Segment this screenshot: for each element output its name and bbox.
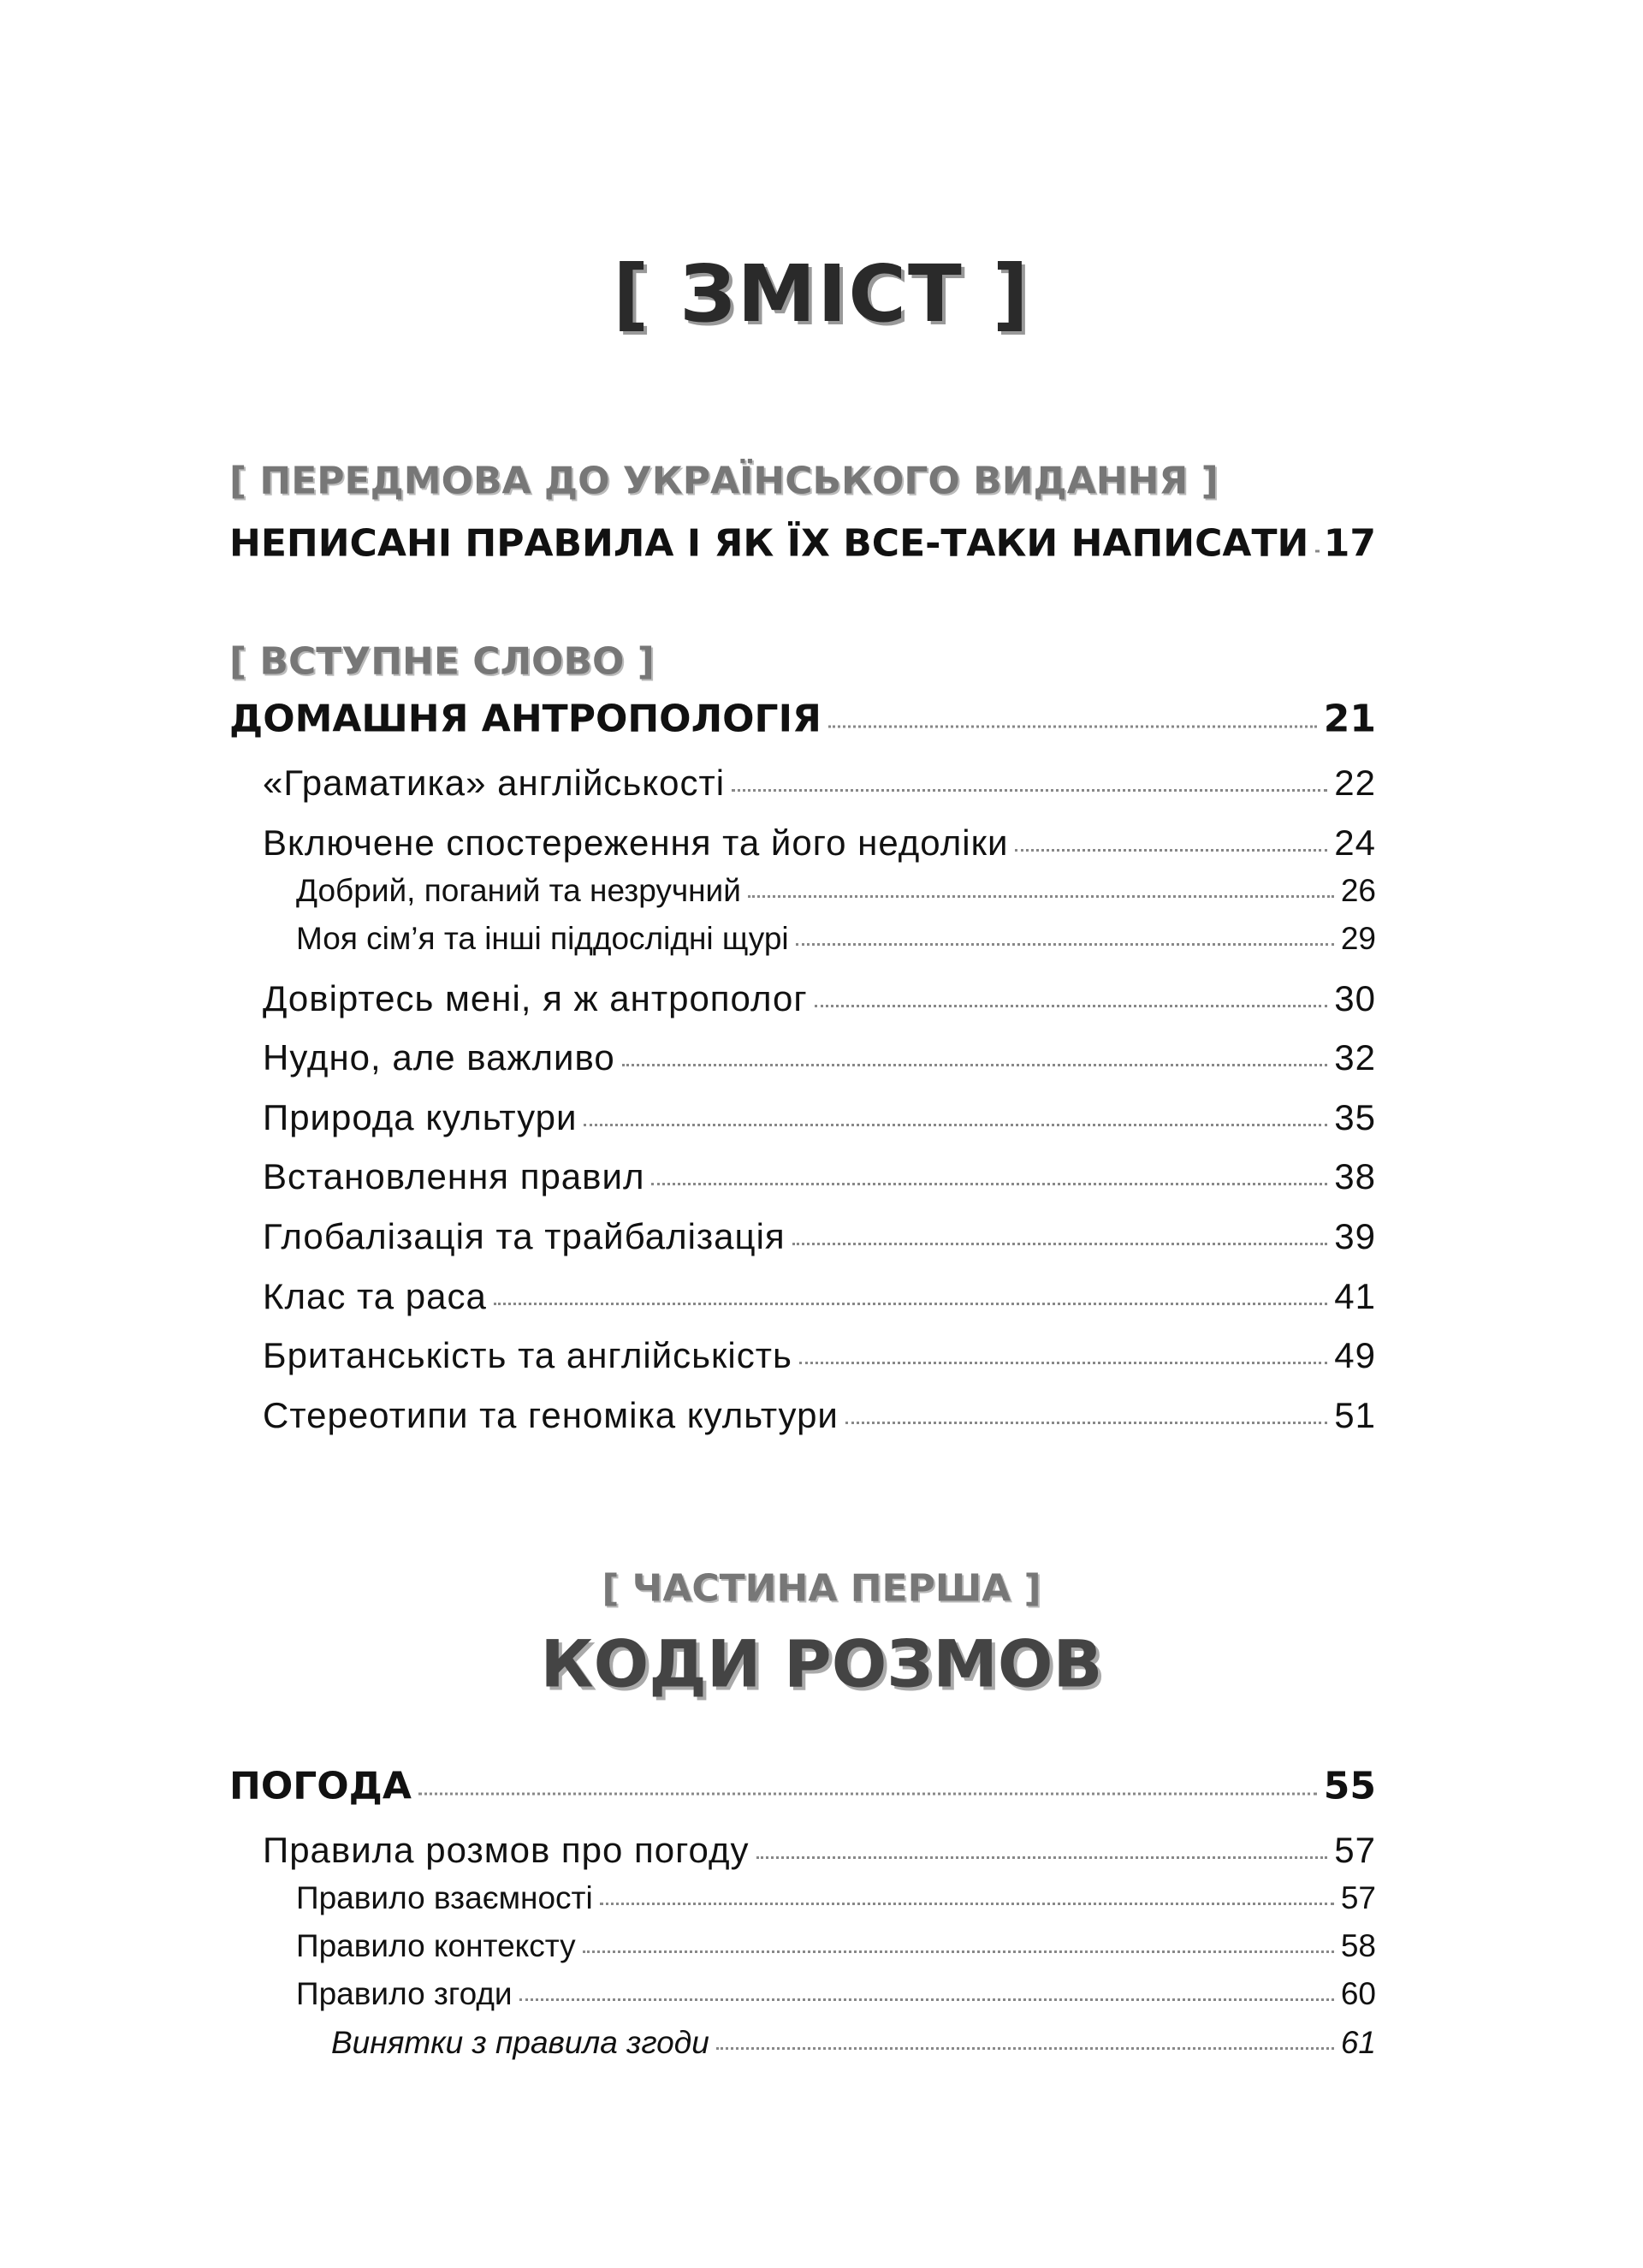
toc-entry-label: Нудно, але важливо [263, 1037, 615, 1078]
toc-entry[interactable] [263, 1216, 1376, 1257]
toc-entry-label: Винятки з правила згоди [331, 2025, 709, 2060]
toc-page-number: 51 [1334, 1395, 1376, 1435]
toc-page-number: 30 [1334, 978, 1376, 1018]
toc-page-number: 21 [1323, 697, 1376, 741]
toc-entry[interactable] [263, 1395, 1376, 1436]
toc-entry-label: Клас та раса [263, 1276, 487, 1316]
toc-entry-label: Правило згоди [296, 1976, 513, 2011]
toc-entry[interactable] [296, 1976, 1376, 2012]
toc-entry[interactable] [263, 1097, 1376, 1138]
section-heading-intro: [ ВСТУПНЕ СЛОВО ] [229, 639, 655, 684]
toc-entry[interactable] [296, 1928, 1376, 1964]
dot-leader [756, 1856, 1328, 1859]
dot-leader [622, 1064, 1328, 1066]
toc-entry-label: ПОГОДА [229, 1764, 412, 1808]
part-title: КОДИ РОЗМОВ [540, 1625, 1103, 1702]
toc-page-number: 17 [1323, 521, 1376, 566]
toc-page-number: 58 [1340, 1928, 1376, 1963]
dot-leader [584, 1124, 1327, 1126]
dot-leader [519, 1998, 1334, 2001]
toc-entry-label: Встановлення правил [263, 1156, 645, 1196]
toc-entry-label: ДОМАШНЯ АНТРОПОЛОГІЯ [229, 697, 822, 741]
toc-entry-label: Правило взаємності [296, 1880, 593, 1915]
toc-page-number: 60 [1340, 1976, 1376, 2011]
toc-entry-label: Британськість та англійськість [263, 1335, 792, 1375]
toc-entry[interactable] [263, 1830, 1376, 1871]
dot-leader [600, 1903, 1334, 1905]
toc-entry[interactable] [263, 1276, 1376, 1317]
toc-page-number: 57 [1340, 1880, 1376, 1915]
dot-leader [716, 2047, 1334, 2050]
toc-page-number: 55 [1323, 1764, 1376, 1808]
toc-entry-label: Глобалізація та трайбалізація [263, 1216, 786, 1256]
toc-entry-label: Моя сім’я та інші піддослідні щурі [296, 921, 789, 956]
dot-leader [732, 789, 1327, 792]
toc-entry[interactable] [263, 763, 1376, 804]
dot-leader [494, 1303, 1327, 1305]
toc-entry-label: Включене спостереження та його недоліки [263, 822, 1009, 863]
section-heading-preface: [ ПЕРЕДМОВА ДО УКРАЇНСЬКОГО ВИДАННЯ ] [229, 459, 1219, 503]
toc-entry-label: Добрий, поганий та незручний [296, 873, 741, 908]
toc-entry[interactable] [296, 1880, 1376, 1916]
toc-entry-label: Стереотипи та геноміка культури [263, 1395, 839, 1435]
dot-leader [845, 1422, 1327, 1424]
toc-entry-label: Довіртесь мені, я ж антрополог [263, 978, 808, 1018]
toc-page-number: 22 [1334, 763, 1376, 803]
toc-entry-label: «Граматика» англійськості [263, 763, 726, 803]
dot-leader [418, 1793, 1317, 1796]
toc-entry-label: Правило контексту [296, 1928, 576, 1963]
part-label: [ ЧАСТИНА ПЕРША ] [602, 1566, 1041, 1611]
toc-page-number: 32 [1334, 1037, 1376, 1078]
toc-entry-label: Природа культури [263, 1097, 578, 1137]
toc-entry[interactable] [229, 1765, 1376, 1808]
dot-leader [796, 943, 1334, 946]
dot-leader [799, 1362, 1327, 1364]
toc-page-number: 38 [1334, 1156, 1376, 1196]
dot-leader [748, 895, 1334, 898]
toc-page-number: 41 [1334, 1276, 1376, 1316]
toc-entry[interactable] [263, 1335, 1376, 1376]
toc-page-number: 35 [1334, 1097, 1376, 1137]
toc-entry[interactable] [331, 2025, 1376, 2061]
toc-page-number: 39 [1334, 1216, 1376, 1256]
dot-leader [815, 1005, 1328, 1007]
dot-leader [828, 726, 1317, 728]
toc-entry-label: НЕПИСАНІ ПРАВИЛА І ЯК ЇХ ВСЕ-ТАКИ НАПИСАТИ [229, 521, 1309, 566]
toc-entry[interactable] [263, 1156, 1376, 1197]
toc-page-number: 57 [1334, 1830, 1376, 1870]
dot-leader [583, 1950, 1334, 1953]
toc-entry[interactable] [263, 978, 1376, 1019]
toc-entry[interactable] [229, 698, 1376, 741]
toc-entry[interactable] [296, 921, 1376, 957]
page-title: [ ЗМІСТ ] [613, 248, 1030, 340]
dot-leader [1315, 550, 1316, 553]
toc-entry[interactable] [229, 522, 1376, 566]
toc-page-number: 49 [1334, 1335, 1376, 1375]
toc-entry[interactable] [263, 1037, 1376, 1078]
dot-leader [1015, 849, 1327, 852]
toc-page-number: 26 [1340, 873, 1376, 908]
toc-page-number: 61 [1340, 2025, 1376, 2060]
dot-leader [651, 1183, 1327, 1185]
toc-page-number: 29 [1340, 921, 1376, 956]
toc-page-number: 24 [1334, 822, 1376, 863]
toc-entry[interactable] [296, 873, 1376, 909]
dot-leader [792, 1243, 1328, 1245]
toc-entry[interactable] [263, 822, 1376, 864]
toc-entry-label: Правила розмов про погоду [263, 1830, 750, 1870]
